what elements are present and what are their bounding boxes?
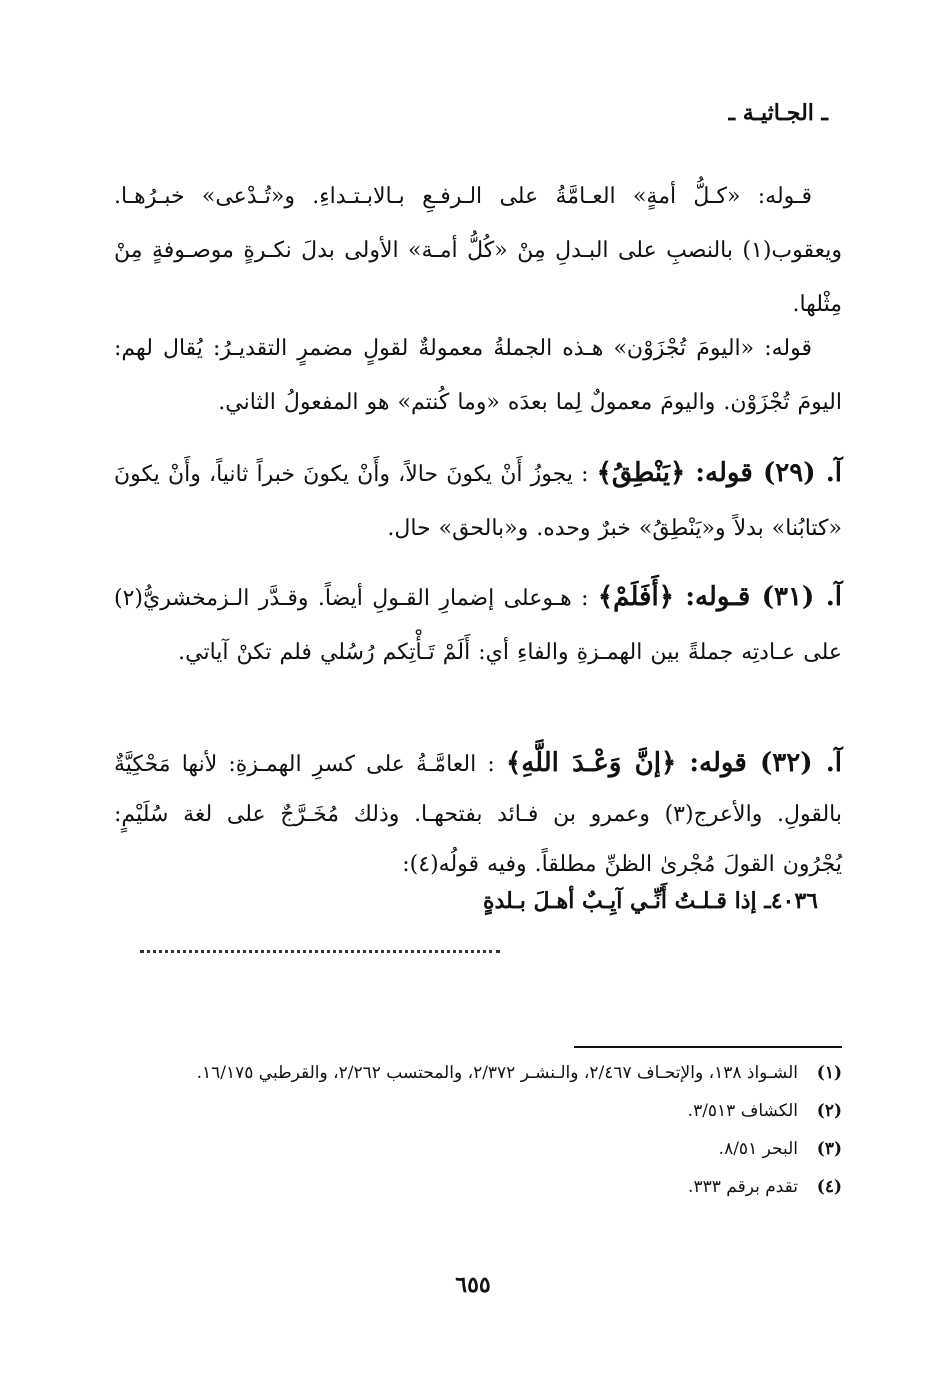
dotted-continuation-line bbox=[140, 944, 500, 953]
paragraph-2-text: قوله: «اليومَ تُجْزَوْن» هـذه الجملةُ معمولةٌ لقولٍ مضمرٍ التقديـرُ: يُقال لهم: اليومَ تُجْزَوْن. واليومَ معمولٌ لِما بعدَه «وما كُنتم» هو المفعولُ الثاني. bbox=[114, 336, 842, 415]
footnote-text: تقدم برقم ٣٣٣. bbox=[688, 1177, 798, 1197]
footnote-1 bbox=[142, 1054, 842, 1092]
footnotes bbox=[142, 1054, 842, 1206]
verse-32-commentary: : العامَّـةُ على كسرِ الهمـزةِ: لأنها مَحْكِيَّةٌ بالقولِ. والأعرج(٣) وعمرو بن فـائد بفتحهـا. وذلك مُخَـرَّجٌ على لغة سُلَيْمٍ: يُجْرُون القولَ مُجْرىٰ الظنِّ مطلقاً. وفيه قولُه(٤): bbox=[114, 752, 842, 877]
verse-32-lead: آ. (٣٢) قوله: ﴿إنَّ وَعْـدَ اللَّهِ﴾ bbox=[505, 748, 843, 778]
paragraph-verse-29 bbox=[114, 446, 842, 556]
footnote-number: (٢) bbox=[816, 1101, 842, 1121]
footnote-3 bbox=[142, 1130, 842, 1168]
verse-31-lead: آ. (٣١) قـوله: ﴿أَفَلَمْ﴾ bbox=[597, 582, 842, 612]
verse-29-commentary: : يجوزُ أَنْ يكونَ حالاً، وأَنْ يكونَ خبراً ثانياً، وأَنْ يكونَ «كتابُنا» بدلاً و«يَنْطِقُ» خبرٌ وحده. و«بالحق» حال. bbox=[114, 462, 842, 541]
running-header: ـ الجـاثيـة ـ bbox=[728, 100, 828, 126]
footnote-number: (١) bbox=[816, 1063, 842, 1083]
paragraph-2 bbox=[114, 322, 842, 430]
footnote-2 bbox=[142, 1092, 842, 1130]
paragraph-verse-32 bbox=[114, 738, 842, 890]
footnote-text: الشـواذ ١٣٨، والإتحـاف ٢/٤٦٧، والـنشـر ٢/٣٧٢، والمحتسب ٢/٢٦٢، والقرطبي ١٦/١٧٥. bbox=[196, 1063, 798, 1083]
footnote-text: البحر ٨/٥١. bbox=[718, 1139, 798, 1159]
page-number: ٦٥٥ bbox=[455, 1272, 491, 1298]
footnote-text: الكشاف ٣/٥١٣. bbox=[687, 1101, 798, 1121]
poetry-verse: ٤٠٣٦ـ إذا قـلـتُ أَنِّـي آيِـبٌ أهـلَ بـلدةٍ bbox=[482, 888, 818, 914]
paragraph-1 bbox=[114, 170, 842, 332]
paragraph-1-text: قـوله: «كـلُّ أمةٍ» العـامَّةُ على الـرفـعِ بـالابـتـداءِ. و«تُـدْعى» خبـرُهـا. ويعقوب(١) بالنصبِ على البـدلِ مِنْ «كُلُّ أمـة» الأولى بدلَ نكـرةٍ موصـوفةٍ مِنْ مِثْلها. bbox=[114, 184, 842, 317]
footnote-separator bbox=[574, 1046, 842, 1048]
verse-29-lead: آ. (٢٩) قوله: ﴿يَنْطِقُ﴾ bbox=[596, 458, 842, 488]
verse-31-commentary: : هـوعلى إضمارِ القـولِ أيضاً. وقـدَّر الـزمخشريُّ(٢) على عـادتِه جملةً بين الهمـزةِ والفاءِ أي: أَلَمْ تَـأْتِكم رُسُلي فلم تكنْ آياتي. bbox=[114, 586, 842, 665]
footnote-4 bbox=[142, 1168, 842, 1206]
paragraph-verse-31 bbox=[114, 570, 842, 680]
footnote-number: (٤) bbox=[816, 1177, 842, 1197]
footnote-number: (٣) bbox=[816, 1139, 842, 1159]
